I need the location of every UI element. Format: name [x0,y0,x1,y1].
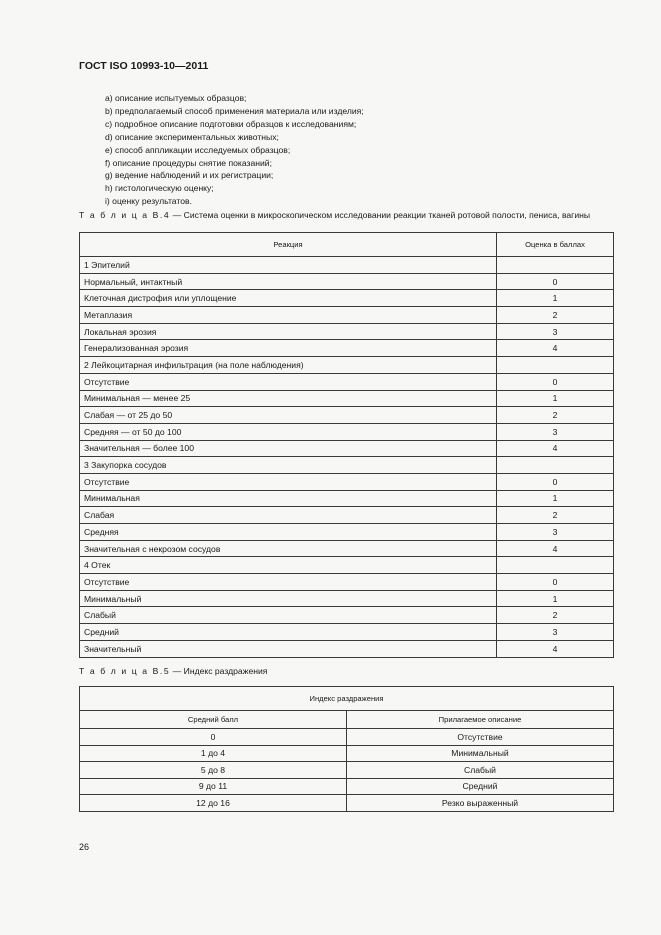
table-row [80,507,614,524]
table-row [80,357,614,374]
table-row [80,490,614,507]
table-b5 [79,686,614,812]
table-row [80,373,614,390]
table-row [80,340,614,357]
reaction-cell: Локальная эрозия [80,323,497,340]
score-cell: 4 [497,440,614,457]
score-cell [497,357,614,374]
reaction-cell: 1 Эпителий [80,257,497,274]
description-cell: Минимальный [347,745,614,762]
requirements-list [105,92,364,208]
avg-score-cell: 12 до 16 [80,795,347,812]
page-number: 26 [79,842,90,852]
reaction-cell: Средняя [80,524,497,541]
score-cell: 2 [497,507,614,524]
table-b4 [79,232,614,658]
reaction-cell: Отсутствие [80,473,497,490]
table-b5-label: Т а б л и ц а В.5 [79,666,171,676]
table-row [80,407,614,424]
score-cell: 3 [497,323,614,340]
table-row [80,307,614,324]
reaction-cell: Значительная — более 100 [80,440,497,457]
list-item: f) описание процедуры снятие показаний; [105,157,272,168]
table-row [80,257,614,274]
description-cell: Отсутствие [347,729,614,746]
score-cell: 0 [497,373,614,390]
table-b4-title: — Система оценки в микроскопическом исследовании реакции тканей ротовой полости, пениса, вагины [170,210,591,220]
table-row [80,423,614,440]
table-row [80,624,614,641]
reaction-cell: Минимальная — менее 25 [80,390,497,407]
reaction-cell: Минимальный [80,590,497,607]
score-cell: 1 [497,590,614,607]
reaction-cell: Слабая — от 25 до 50 [80,407,497,424]
score-cell: 4 [497,640,614,657]
description-cell: Средний [347,778,614,795]
avg-score-cell: 5 до 8 [80,762,347,779]
table-row [80,273,614,290]
score-cell: 4 [497,340,614,357]
reaction-cell: Нормальный, интактный [80,273,497,290]
score-cell: 3 [497,423,614,440]
list-item: h) гистологическую оценку; [105,183,214,194]
table-row [80,762,614,779]
list-item: e) способ аппликации исследуемых образцов; [105,144,291,155]
table-row [80,390,614,407]
table-row [80,557,614,574]
table-row [80,323,614,340]
reaction-cell: 2 Лейкоцитарная инфильтрация (на поле наблюдения) [80,357,497,374]
table-row [80,440,614,457]
score-cell: 3 [497,524,614,541]
reaction-cell: Клеточная дистрофия или уплощение [80,290,497,307]
score-cell: 1 [497,290,614,307]
score-cell: 0 [497,273,614,290]
score-cell [497,457,614,474]
table-b5-header-avg: Средний балл [80,711,347,729]
table-b4-header-score: Оценка в баллах [497,233,614,257]
table-row [80,290,614,307]
table-row [80,607,614,624]
score-cell: 0 [497,574,614,591]
reaction-cell: Значительная с некрозом сосудов [80,540,497,557]
score-cell [497,557,614,574]
table-b5-header-desc: Прилагаемое описание [347,711,614,729]
reaction-cell: Метаплазия [80,307,497,324]
score-cell: 2 [497,407,614,424]
table-b4-header-reaction: Реакция [80,233,497,257]
table-b4-caption [79,210,590,220]
description-cell: Слабый [347,762,614,779]
reaction-cell: 4 Отек [80,557,497,574]
reaction-cell: Генерализованная эрозия [80,340,497,357]
table-row [80,778,614,795]
table-b5-caption [79,666,267,676]
avg-score-cell: 0 [80,729,347,746]
reaction-cell: Значительный [80,640,497,657]
table-row [80,640,614,657]
reaction-cell: Слабая [80,507,497,524]
score-cell [497,257,614,274]
score-cell: 3 [497,624,614,641]
score-cell: 4 [497,540,614,557]
table-b5-group-header: Индекс раздражения [80,687,614,711]
list-item: i) оценку результатов. [105,196,192,207]
reaction-cell: Средняя — от 50 до 100 [80,423,497,440]
score-cell: 2 [497,307,614,324]
table-row [80,457,614,474]
score-cell: 1 [497,490,614,507]
score-cell: 2 [497,607,614,624]
reaction-cell: Средний [80,624,497,641]
list-item: b) предполагаемый способ применения материала или изделия; [105,105,364,116]
reaction-cell: Отсутствие [80,373,497,390]
description-cell: Резко выраженный [347,795,614,812]
table-row [80,574,614,591]
list-item: a) описание испытуемых образцов; [105,93,247,103]
table-b5-title: — Индекс раздражения [170,666,268,676]
document-header: ГОСТ ISO 10993-10—2011 [79,60,209,72]
table-row [80,729,614,746]
list-item: d) описание экспериментальных животных; [105,131,279,142]
table-row [80,540,614,557]
table-row [80,590,614,607]
list-item: g) ведение наблюдений и их регистрации; [105,170,274,181]
avg-score-cell: 1 до 4 [80,745,347,762]
table-row [80,473,614,490]
reaction-cell: 3 Закупорка сосудов [80,457,497,474]
score-cell: 1 [497,390,614,407]
score-cell: 0 [497,473,614,490]
reaction-cell: Отсутствие [80,574,497,591]
reaction-cell: Слабый [80,607,497,624]
list-item: c) подробное описание подготовки образцов к исследованиям; [105,118,357,129]
reaction-cell: Минимальная [80,490,497,507]
table-b4-label: Т а б л и ц а В.4 [79,210,171,220]
table-row [80,524,614,541]
table-row [80,745,614,762]
avg-score-cell: 9 до 11 [80,778,347,795]
table-row [80,795,614,812]
